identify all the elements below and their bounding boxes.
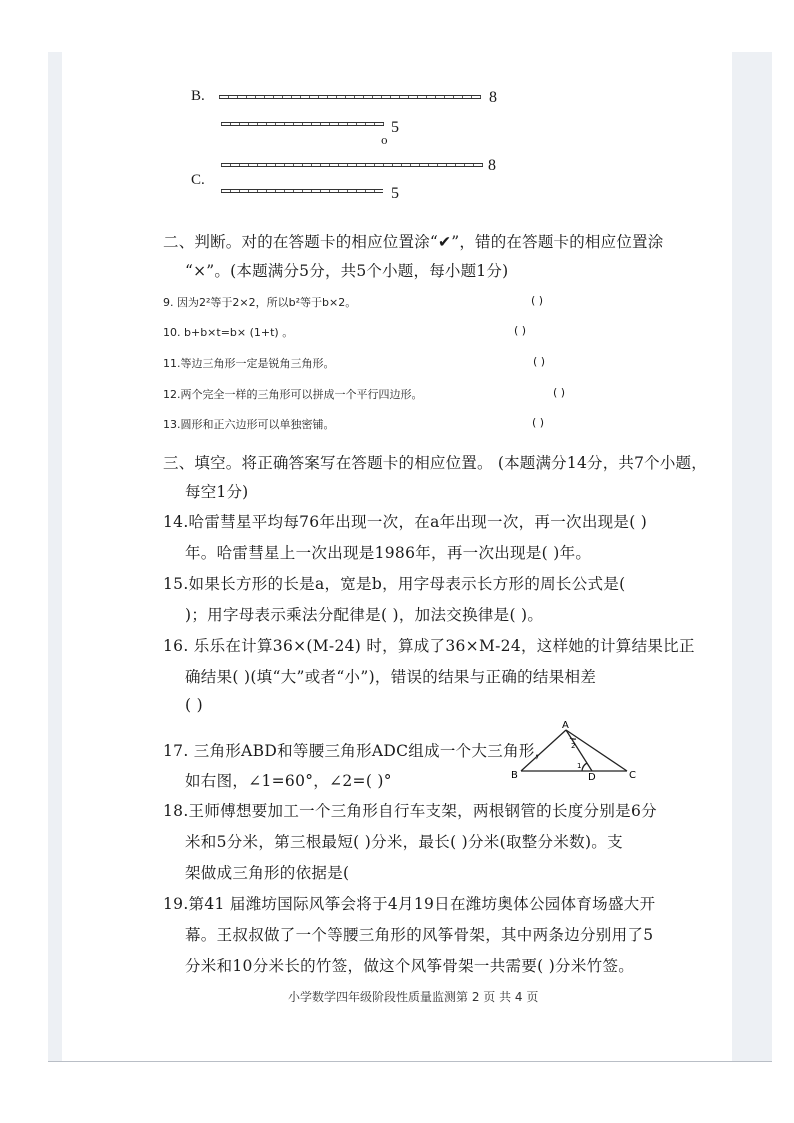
option-b-long-label: 8 bbox=[489, 89, 497, 106]
section3-heading-line1: 三、填空。将正确答案写在答题卡的相应位置。 (本题满分14分，共7个小题， bbox=[163, 454, 707, 472]
q17-line2: 如右图，∠1=60°，∠2=( )° bbox=[185, 772, 392, 790]
section2-heading-line1: 二、判断。对的在答题卡的相应位置涂“✔”，错的在答题卡的相应位置涂 bbox=[163, 233, 664, 251]
q14-line2: 年。哈雷彗星上一次出现是1986年，再一次出现是( )年。 bbox=[185, 544, 592, 562]
judge-item-10-answer[interactable]: ( ) bbox=[514, 324, 527, 337]
option-b-letter: B. bbox=[191, 88, 205, 104]
section3-heading-line2: 每空1分) bbox=[185, 483, 249, 501]
q19-line3: 分米和10分米长的竹签，做这个风筝骨架一共需要( )分米竹签。 bbox=[185, 957, 635, 975]
q16-line3: ( ) bbox=[185, 696, 203, 714]
q18-line1: 18.王师傅想要加工一个三角形自行车支架，两根钢管的长度分别是6分 bbox=[163, 802, 657, 820]
option-b-point-mark: o bbox=[381, 134, 388, 147]
option-b-long-segment bbox=[219, 95, 481, 99]
angle-2-arc bbox=[570, 738, 576, 739]
judge-item-9: 9. 因为2²等于2×2，所以b²等于b×2。 bbox=[163, 296, 357, 309]
judge-item-10: 10. b+b×t=b× (1+t) 。 bbox=[163, 326, 294, 339]
q16-line1: 16. 乐乐在计算36×(M-24) 时，算成了36×M-24，这样她的计算结果比正 bbox=[163, 637, 695, 655]
vertex-c-label: C bbox=[629, 770, 636, 781]
section2-heading-line2: “×”。(本题满分5分，共5个小题，每小题1分) bbox=[185, 262, 509, 280]
judge-item-11: 11.等边三角形一定是锐角三角形。 bbox=[163, 357, 335, 370]
q18-line2: 米和5分米，第三根最短( )分米，最长( )分米(取整分米数)。支 bbox=[185, 833, 623, 851]
q17-triangle-figure bbox=[508, 718, 640, 784]
q15-line1: 15.如果长方形的长是a，宽是b，用字母表示长方形的周长公式是( bbox=[163, 575, 626, 593]
judge-item-12: 12.两个完全一样的三角形可以拼成一个平行四边形。 bbox=[163, 388, 423, 401]
vertex-d-label: D bbox=[588, 772, 596, 783]
vertex-a-label: A bbox=[562, 720, 569, 731]
q18-line3: 架做成三角形的依据是( bbox=[185, 864, 350, 882]
option-c-short-label: 5 bbox=[391, 185, 399, 202]
left-margin-band bbox=[48, 52, 62, 1062]
page-bottom-edge bbox=[48, 1061, 772, 1062]
q16-line2: 确结果( )(填“大”或者“小”)，错误的结果与正确的结果相差 bbox=[185, 668, 597, 686]
q17-line1: 17. 三角形ABD和等腰三角形ADC组成一个大三角形， bbox=[163, 742, 551, 760]
option-c-letter: C. bbox=[191, 172, 205, 188]
option-c-short-segment bbox=[221, 189, 383, 193]
vertex-b-label: B bbox=[511, 770, 518, 781]
option-c-long-label: 8 bbox=[488, 157, 496, 174]
page-footer: 小学数学四年级阶段性质量监测第 2 页 共 4 页 bbox=[288, 990, 539, 1004]
angle-1-label: 1 bbox=[577, 762, 582, 770]
q19-line1: 19.第41 届潍坊国际风筝会将于4月19日在潍坊奥体公园体育场盛大开 bbox=[163, 895, 656, 913]
judge-item-13: 13.圆形和正六边形可以单独密铺。 bbox=[163, 418, 335, 431]
side-ac bbox=[566, 730, 627, 771]
q15-line2: )；用字母表示乘法分配律是( )，加法交换律是( )。 bbox=[185, 606, 544, 624]
judge-item-13-answer[interactable]: ( ) bbox=[532, 416, 545, 429]
q19-line2: 幕。王叔叔做了一个等腰三角形的风筝骨架，其中两条边分别用了5 bbox=[185, 926, 654, 944]
angle-1-arc bbox=[582, 763, 587, 771]
option-b-short-label: 5 bbox=[391, 119, 399, 136]
angle-2-label: 2 bbox=[571, 742, 576, 750]
judge-item-9-answer[interactable]: ( ) bbox=[531, 294, 544, 307]
option-c-long-segment bbox=[221, 163, 483, 167]
side-ab bbox=[521, 730, 566, 771]
q14-line1: 14.哈雷彗星平均每76年出现一次，在a年出现一次，再一次出现是( ) bbox=[163, 513, 648, 531]
judge-item-11-answer[interactable]: ( ) bbox=[533, 355, 546, 368]
option-b-short-segment bbox=[221, 122, 384, 126]
judge-item-12-answer[interactable]: ( ) bbox=[553, 386, 566, 399]
right-margin-band bbox=[732, 52, 772, 1062]
